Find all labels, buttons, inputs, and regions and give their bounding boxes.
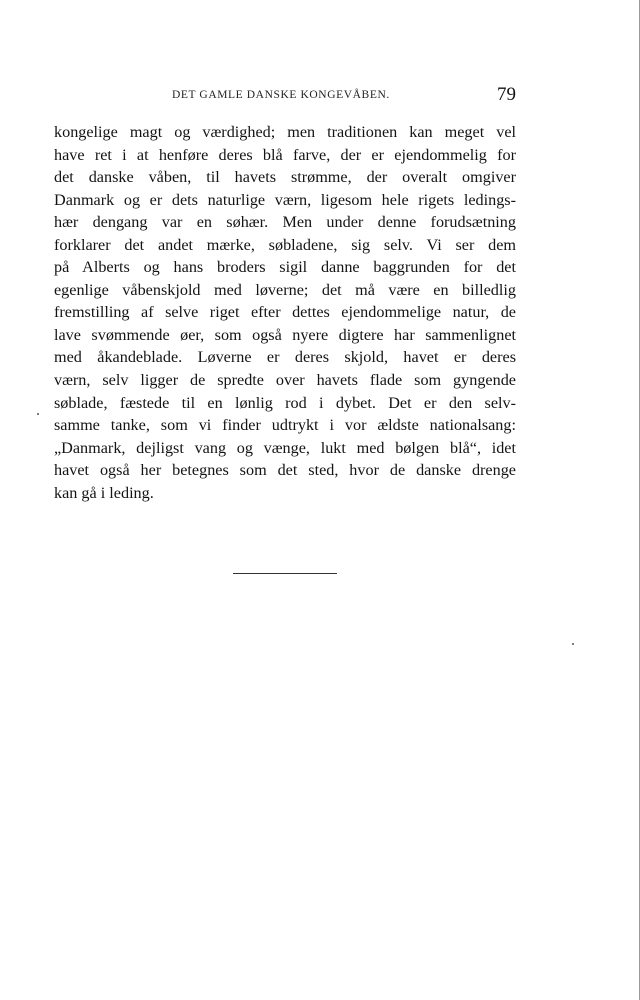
text-line: samme tanke, som vi finder udtrykt i vor ældste nationalsang: (54, 416, 516, 435)
text-line: egenlige våbenskjold med løverne; det må være en billedlig (54, 280, 516, 299)
text-line: det danske våben, til havets strømme, der overalt omgiver (54, 168, 516, 187)
page-number: 79 (497, 84, 516, 105)
running-title: DET GAMLE DANSKE KONGEVÅBEN. (172, 89, 390, 101)
text-line: fremstilling af selve riget efter dettes ejendommelige natur, de (54, 303, 516, 322)
text-line: Danmark og er dets naturlige værn, ligesom hele rigets ledings- (54, 190, 516, 209)
text-line: hær dengang var en søhær. Men under denne forudsætning (54, 213, 516, 232)
text-line-last: kan gå i leding. (54, 483, 154, 502)
text-line: med åkandeblade. Løverne er deres skjold, havet er deres (54, 348, 516, 367)
paper-speck (37, 413, 39, 415)
text-line: værn, selv ligger de spredte over havets flade som gyngende (54, 371, 516, 390)
text-line: forklarer det andet mærke, søbladene, sig selv. Vi ser dem (54, 235, 516, 254)
text-line: havet også her betegnes som det sted, hvor de danske drenge (54, 461, 516, 480)
paper-speck (572, 643, 574, 645)
text-line: på Alberts og hans broders sigil danne baggrunden for det (54, 258, 516, 277)
text-line: kongelige magt og værdighed; men traditionen kan meget vel (54, 123, 516, 141)
body-paragraph (54, 121, 516, 504)
text-line: lave svømmende øer, som også nyere digtere har sammenlignet (54, 325, 516, 344)
text-line: „Danmark, dejligst vang og vænge, lukt med bølgen blå“, idet (54, 438, 516, 457)
page-header (54, 84, 516, 108)
text-line: søblade, fæstede til en lønlig rod i dybet. Det er den selv- (54, 393, 516, 412)
end-rule (233, 573, 337, 574)
text-line: have ret i at henføre deres blå farve, der er ejendommelig for (54, 145, 516, 164)
